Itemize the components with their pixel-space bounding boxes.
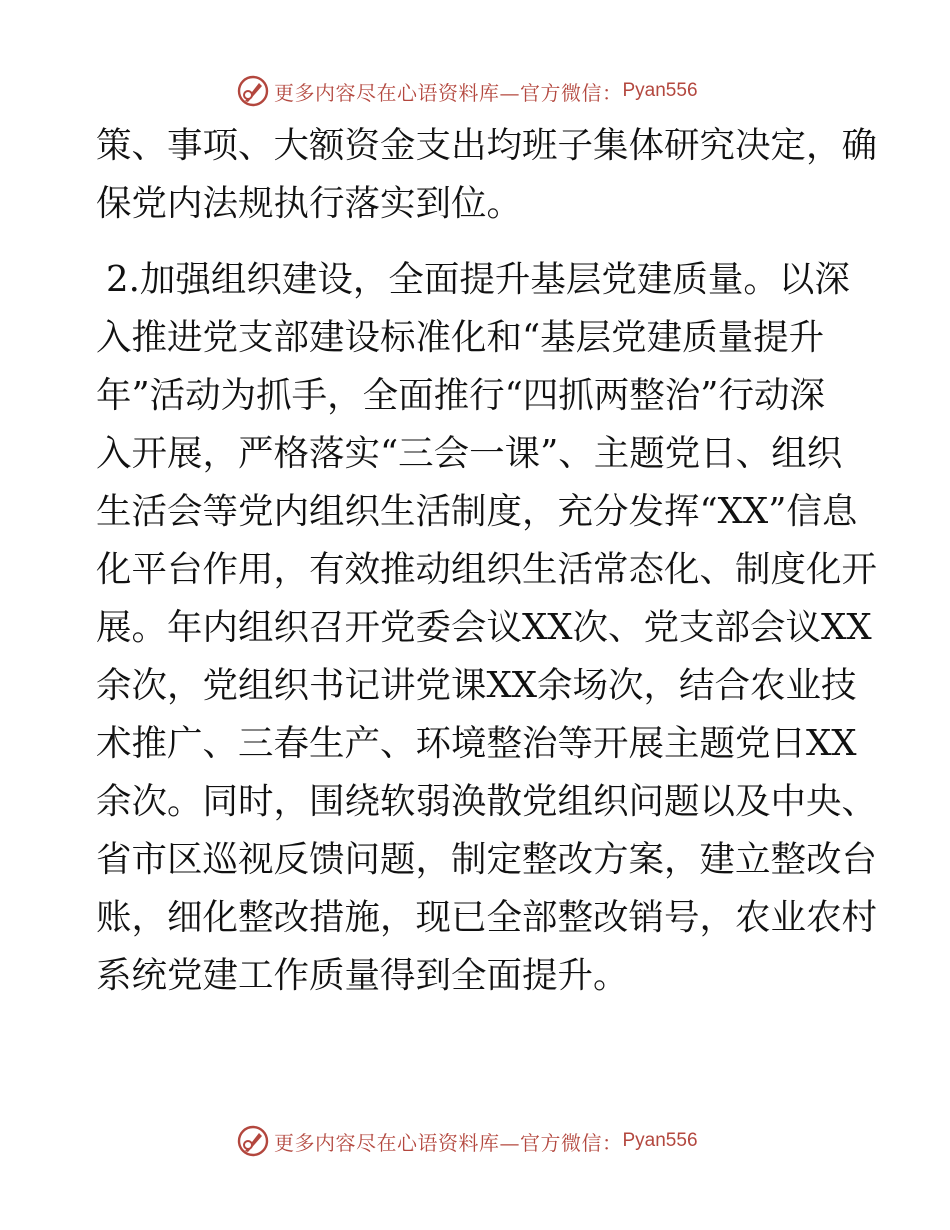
body-line-13: 省市区巡视反馈问题，制定整改方案，建立整改台 bbox=[96, 839, 878, 880]
body-line-1: 策、事项、大额资金支出均班子集体研究决定，确 bbox=[96, 125, 878, 166]
body-line-9: 展。年内组织召开党委会议XX次、党支部会议XX bbox=[96, 607, 872, 648]
watermark-wechat-id: Pyan556 bbox=[622, 80, 698, 101]
watermark-footer bbox=[236, 1124, 698, 1158]
quill-logo-icon bbox=[236, 1124, 270, 1158]
body-line-15: 系统党建工作质量得到全面提升。 bbox=[96, 955, 629, 996]
body-line-8: 化平台作用，有效推动组织生活常态化、制度化开 bbox=[96, 549, 878, 590]
body-line-5: 年”活动为抓手，全面推行“四抓两整治”行动深 bbox=[96, 375, 825, 416]
watermark-text: 更多内容尽在心语资料库—官方微信： bbox=[274, 1130, 623, 1155]
body-line-4: 入推进党支部建设标准化和“基层党建质量提升 bbox=[96, 317, 825, 358]
quill-logo-icon bbox=[236, 74, 270, 108]
body-line-10: 余次，党组织书记讲党课XX余场次，结合农业技 bbox=[96, 665, 857, 706]
body-line-7: 生活会等党内组织生活制度，充分发挥“XX”信息 bbox=[96, 491, 858, 532]
watermark-text: 更多内容尽在心语资料库—官方微信： bbox=[274, 80, 623, 105]
body-line-3: 2.加强组织建设，全面提升基层党建质量。以深 bbox=[106, 259, 850, 300]
body-line-12: 余次。同时，围绕软弱涣散党组织问题以及中央、 bbox=[96, 781, 878, 822]
body-line-14: 账，细化整改措施，现已全部整改销号，农业农村 bbox=[96, 897, 878, 938]
watermark-wechat-id: Pyan556 bbox=[622, 1130, 698, 1151]
body-line-2: 保党内法规执行落实到位。 bbox=[96, 183, 523, 224]
body-line-11: 术推广、三春生产、环境整治等开展主题党日XX bbox=[96, 723, 857, 764]
body-line-6: 入开展，严格落实“三会一课”、主题党日、组织 bbox=[96, 433, 843, 474]
watermark-header bbox=[236, 74, 698, 108]
